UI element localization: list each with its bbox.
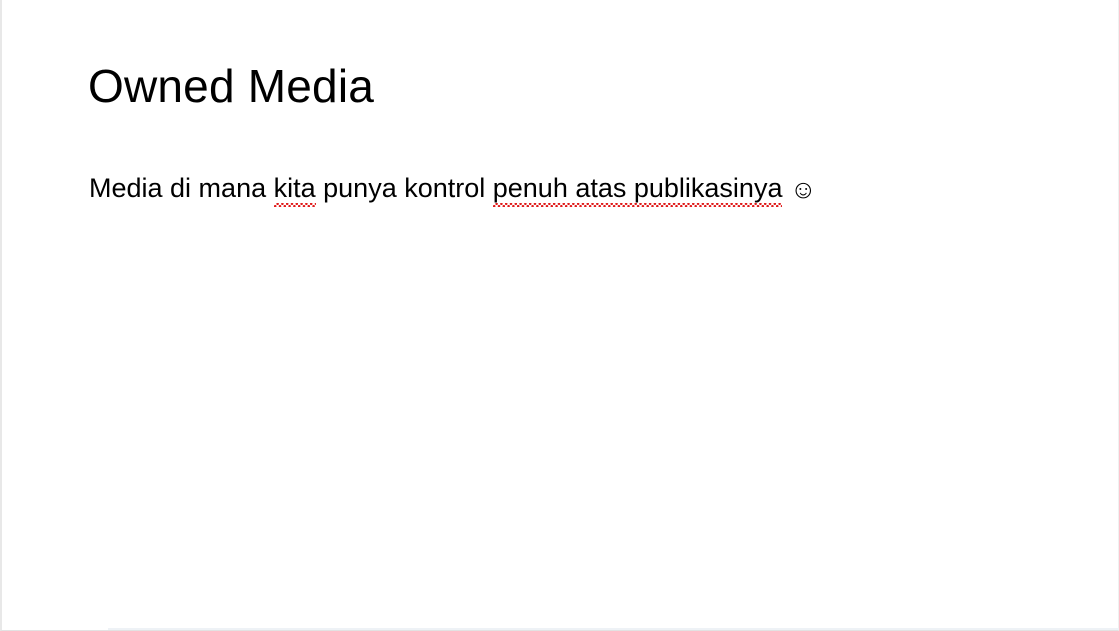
body-segment-misspelled-1: kita xyxy=(274,168,316,208)
body-segment-misspelled-2: penuh atas publikasinya xyxy=(493,168,783,208)
smiling-face-icon: ☺ xyxy=(789,174,817,204)
slide-title: Owned Media xyxy=(88,60,375,112)
body-segment-2: punya kontrol xyxy=(315,173,493,203)
body-segment-3 xyxy=(782,173,790,203)
slide-bottom-edge xyxy=(108,628,1119,630)
slide-body-text xyxy=(89,168,817,209)
body-segment-1: Media di mana xyxy=(89,173,274,203)
